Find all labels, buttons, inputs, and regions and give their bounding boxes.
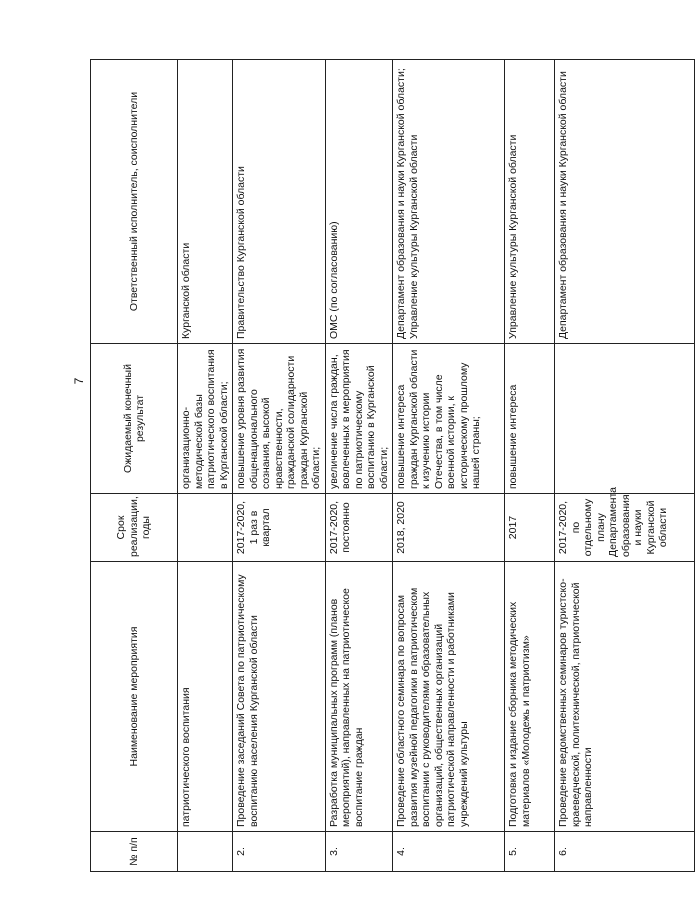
- row-result: увеличение числа граждан, вовлеченных в мероприятия по патриотическому воспитанию в Курганской области;: [325, 344, 393, 494]
- table-row: [233, 60, 326, 872]
- row-name: Проведение ведомственных семинаров туристско-краеведческой, политехнической, патриотической направленности: [555, 562, 695, 832]
- row-result: организационно-методической базы патриотического воспитания в Курганской области;: [178, 344, 233, 494]
- row-executor: ОМС (по согласованию): [325, 60, 393, 344]
- row-term: 2017-2020, 1 раз в квартал: [233, 494, 326, 562]
- row-name: Разработка муниципальных программ (планов мероприятий), направленных на патриотическое воспитание граждан: [325, 562, 393, 832]
- row-name: Подготовка и издание сборника методических материалов «Молодежь и патриотизм»: [505, 562, 555, 832]
- header-result: Ожидаемый конечный результат: [91, 344, 178, 494]
- row-term: 2017: [505, 494, 555, 562]
- row-executor: Правительство Курганской области: [233, 60, 326, 344]
- row-num: 2.: [233, 832, 326, 872]
- row-executor: Департамент образования и науки Курганской области; Управление культуры Курганской области: [393, 60, 505, 344]
- row-num: 4.: [393, 832, 505, 872]
- header-executor: Ответственный исполнитель, соисполнители: [91, 60, 178, 344]
- row-result: повышение уровня развития общенационального сознания, высокой нравственности, гражданской солидарности граждан Курганской области;: [233, 344, 326, 494]
- row-num: [178, 832, 233, 872]
- header-name: Наименование мероприятия: [91, 562, 178, 832]
- table-row: [178, 60, 233, 872]
- page-number: 7: [72, 377, 86, 385]
- row-term: 2017-2020, по отдельному плану Департамента образования и науки Курганской области: [555, 494, 695, 562]
- row-result: повышение интереса граждан Курганской области к изучению истории Отечества, в том числе военной истории, к историческому прошлому нашей страны;: [393, 344, 505, 494]
- row-num: 6.: [555, 832, 695, 872]
- row-executor: Управление культуры Курганской области: [505, 60, 555, 344]
- header-term: Срок реализации, годы: [91, 494, 178, 562]
- table-row: [393, 60, 505, 872]
- table-row: [555, 60, 695, 872]
- row-num: 3.: [325, 832, 393, 872]
- row-executor: Департамент образования и науки Курганской области: [555, 60, 695, 344]
- table-header-row: [91, 60, 178, 872]
- row-name: патриотического воспитания: [178, 562, 233, 832]
- row-term: [178, 494, 233, 562]
- row-name: Проведение заседаний Совета по патриотическому воспитанию населения Курганской области: [233, 562, 326, 832]
- rotated-table-container: [90, 60, 669, 872]
- measures-table: [90, 59, 695, 872]
- row-num: 5.: [505, 832, 555, 872]
- table-row: [505, 60, 555, 872]
- row-name: Проведение областного семинара по вопросам развития музейной педагогики в патриотическом воспитании с руководителями образовательных организаций, общественных организаций патриотической направленности и работниками учреждений культуры: [393, 562, 505, 832]
- table-row: [325, 60, 393, 872]
- row-result: повышение интереса: [505, 344, 555, 494]
- header-num: № п/п: [91, 832, 178, 872]
- row-term: 2018, 2020: [393, 494, 505, 562]
- row-result: [555, 344, 695, 494]
- row-executor: Курганской области: [178, 60, 233, 344]
- row-term: 2017-2020, постоянно: [325, 494, 393, 562]
